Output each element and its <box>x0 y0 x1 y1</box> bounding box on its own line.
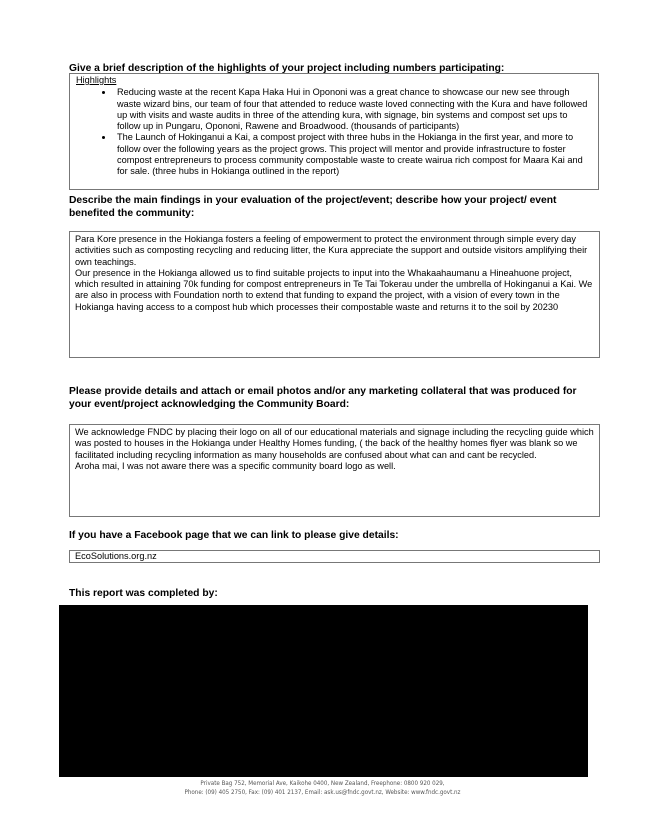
details-question: Please provide details and attach or email photos and/or any marketing collateral that was produced for your event/project acknowledging the Community Board: <box>69 386 577 410</box>
completed-by-question: This report was completed by: <box>69 588 218 599</box>
facebook-field[interactable] <box>69 550 600 563</box>
list-item: • Reducing waste at the recent Kapa Haka Hui in Opononi was a great chance to showcase our new see through waste wizard bins, our team of four that attended to reduce waste loved connecting with the Kura and have followed up with visits and waste audits in three of the attending kura, with signage, bin systems and compost set ups to follow up in Pungaru, Opononi, Rawene and Broadwood. (thousands of participants) <box>114 87 592 132</box>
details-paragraph: Aroha mai, I was not aware there was a specific community board logo as well. <box>75 460 396 471</box>
facebook-value: EcoSolutions.org.nz <box>75 551 157 561</box>
details-paragraph: We acknowledge FNDC by placing their logo on all of our educational materials and signage including the recycling guide which was posted to houses in the Hokianga under Healthy Homes funding, ( the back of the healthy homes flyer was blank so we facilitated including recycling information as many households are confused about what can and cant be recycled. <box>75 427 594 460</box>
highlights-question: Give a brief description of the highlights of your project including numbers participating: <box>69 63 505 74</box>
footer <box>0 780 645 797</box>
highlights-label: Highlights <box>76 75 117 85</box>
findings-paragraph: Para Kore presence in the Hokianga fosters a feeling of empowerment to protect the environment through simple every day activities such as composting recycling and reducing litter, the Kura appreciate the support and outside visitors amplifying their own teachings. <box>75 234 588 267</box>
list-item: • The Launch of Hokinganui a Kai, a compost project with three hubs in the Hokianga in the first year, and more to follow over the following years as the project grows. This project will mentor and provide infrastructure to foster compost entrepreneurs to process community compostable waste to create wairua rich compost for Maara Kai and for sale. (three hubs in Hokianga outlined in the report) <box>114 132 592 177</box>
footer-address: Private Bag 752, Memorial Ave, Kaikohe 0400, New Zealand, Freephone: 0800 920 029, <box>200 780 445 787</box>
facebook-question: If you have a Facebook page that we can link to please give details: <box>69 530 399 541</box>
findings-box[interactable] <box>69 231 600 358</box>
highlights-list <box>76 87 592 177</box>
redacted-block <box>59 605 588 777</box>
highlights-box[interactable] <box>69 73 599 190</box>
findings-paragraph: Our presence in the Hokianga allowed us to find suitable projects to input into the Whakaahaumanu a Hineahuone project, which resulted in attaining 70k funding for compost entrepreneurs in Te Tai Tokerau under the umbrella of Hokinganui a Kai. We are also in process with Foundation north to extend that funding to expand the project, with a vision of every town in the Hokianga having access to a compost hub which processes their compostable waste and returns it to the soil by 20230 <box>75 267 593 312</box>
footer-contact: Phone: (09) 405 2750, Fax: (09) 401 2137, Email: ask.us@fndc.govt.nz, Website: www.fndc.govt.nz <box>184 788 461 796</box>
findings-question: Describe the main findings in your evaluation of the project/event; describe how your project/ event benefited the community: <box>69 195 557 219</box>
details-box[interactable] <box>69 424 600 517</box>
